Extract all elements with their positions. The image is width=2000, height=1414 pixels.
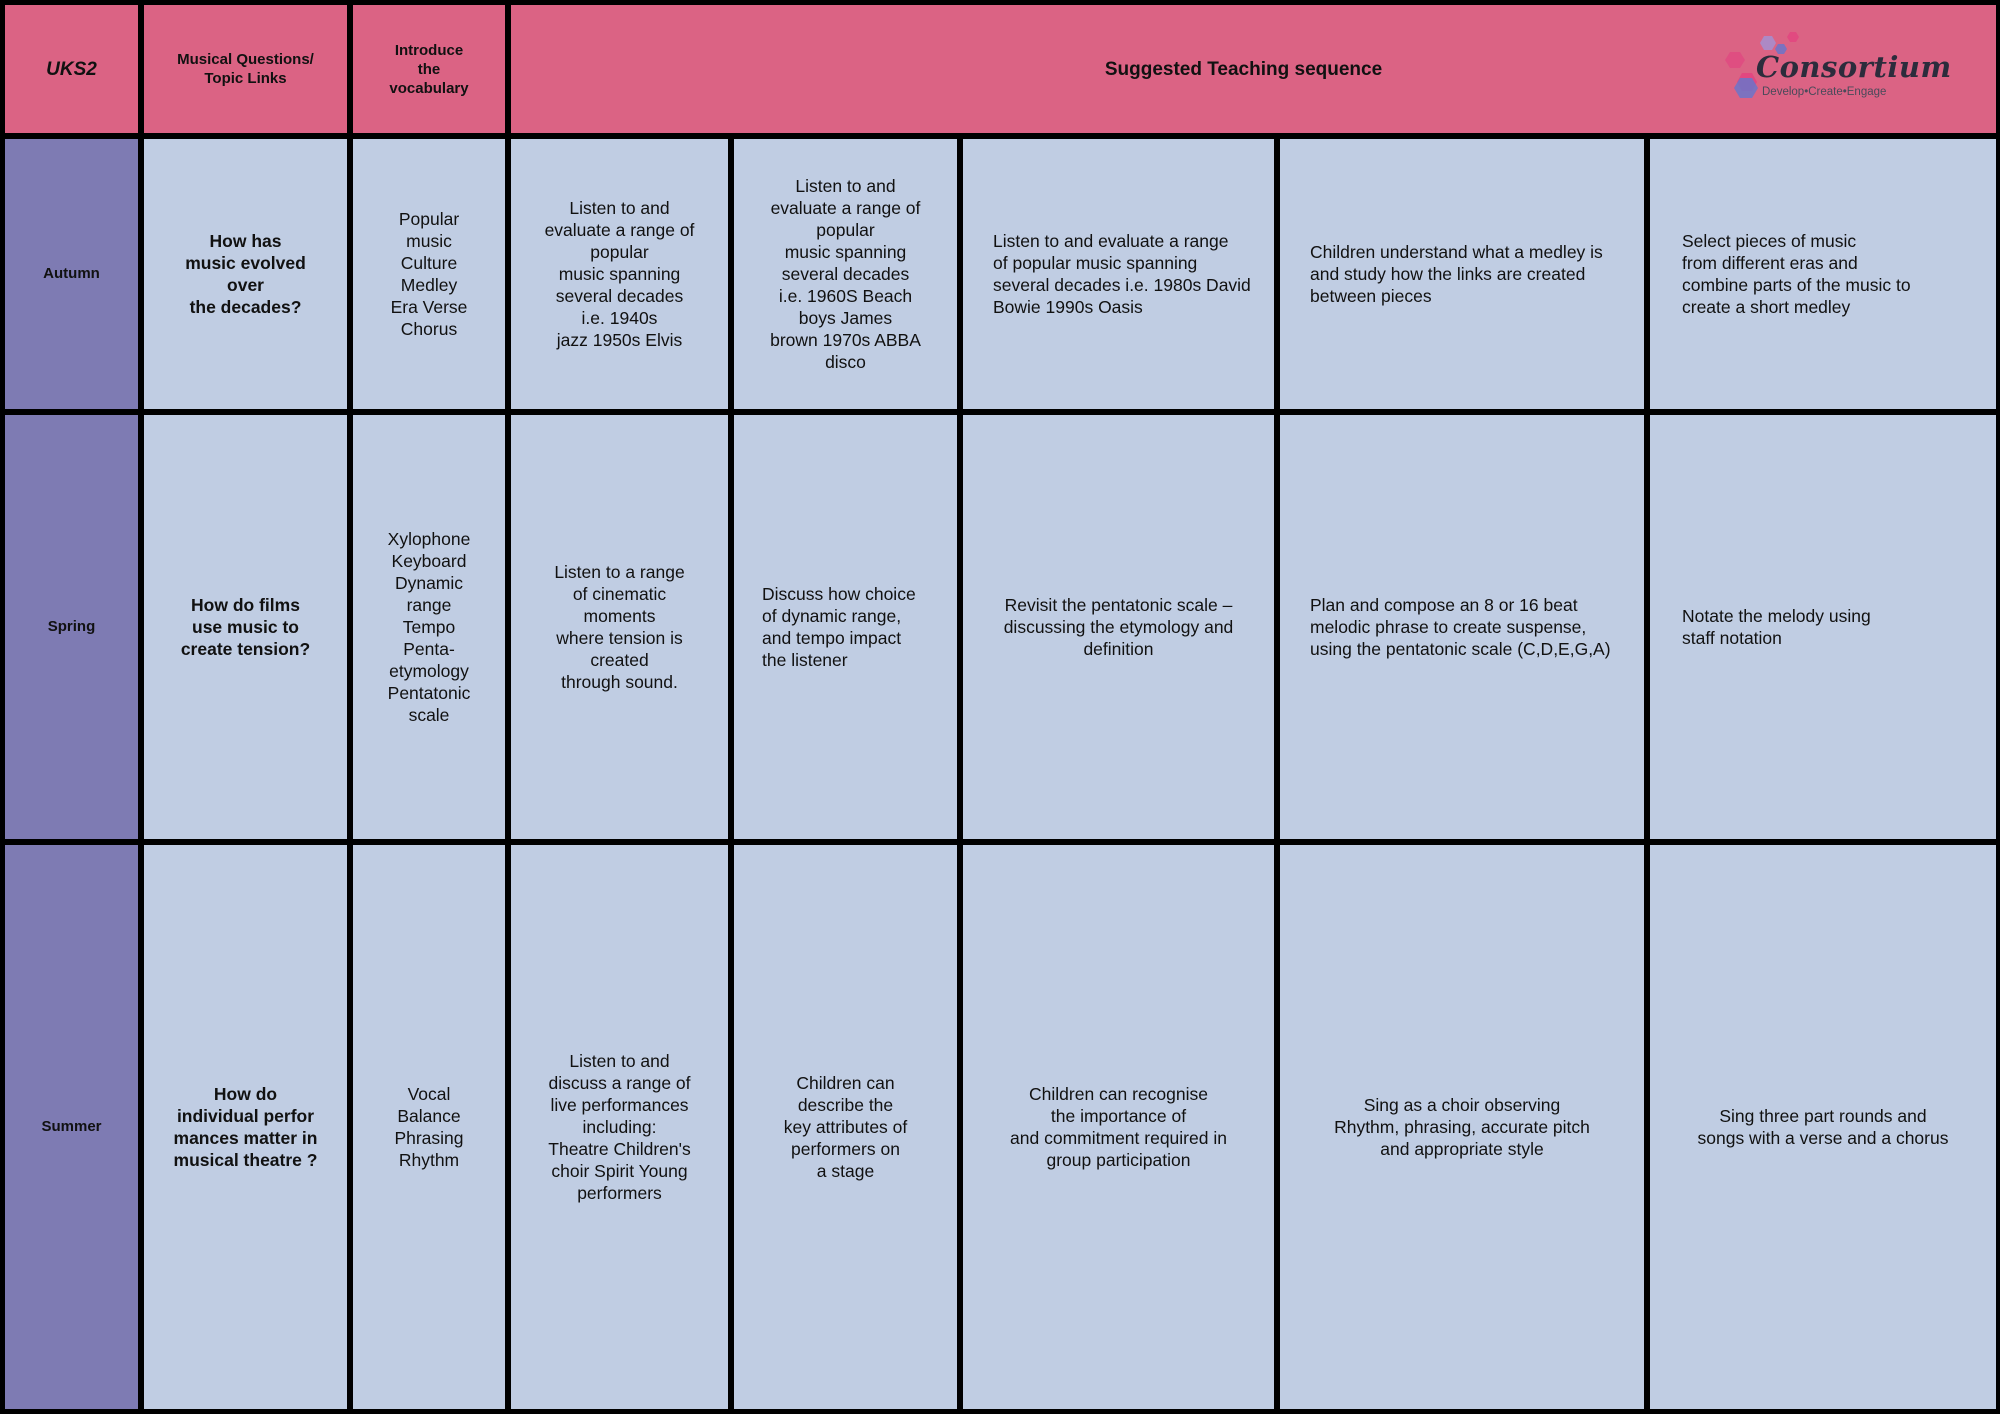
vocabulary-list: Vocal Balance Phrasing Rhythm [353,845,505,1409]
logo-wordmark: Consortium [1756,50,1952,84]
teaching-step: Listen to and evaluate a range of popular music spanning several decades i.e. 1980s David Bowie 1990s Oasis [963,139,1274,409]
logo-tagline: Develop•Create•Engage [1762,86,1887,98]
teaching-step: Children can describe the key attributes of performers on a stage [734,845,957,1409]
teaching-sequence-title: Suggested Teaching sequence [1104,58,1383,80]
term-label-summer: Summer [5,845,138,1409]
teaching-step: Discuss how choice of dynamic range, and tempo impact the listener [734,415,957,839]
topic-question: How has music evolved over the decades? [144,139,347,409]
year-group-heading: UKS2 [5,5,138,133]
teaching-step: Select pieces of music from different eras and combine parts of the music to create a short medley [1650,139,1996,409]
teaching-step: Sing three part rounds and songs with a verse and a chorus [1650,845,1996,1409]
vocabulary-heading: Introduce the vocabulary [353,5,505,133]
teaching-step: Revisit the pentatonic scale – discussing the etymology and definition [963,415,1274,839]
teaching-step: Plan and compose an 8 or 16 beat melodic phrase to create suspense, using the pentatonic scale (C,D,E,G,A) [1280,415,1644,839]
teaching-step: Listen to and evaluate a range of popular music spanning several decades i.e. 1960S Beach boys James brown 1970s ABBA disco [734,139,957,409]
teaching-step: Listen to a range of cinematic moments where tension is created through sound. [511,415,728,839]
consortium-logo [1720,28,1952,108]
questions-heading: Musical Questions/ Topic Links [144,5,347,133]
vocabulary-list: Popular music Culture Medley Era Verse Chorus [353,139,505,409]
vocabulary-list: Xylophone Keyboard Dynamic range Tempo Penta- etymology Pentatonic scale [353,415,505,839]
term-label-autumn: Autumn [5,139,138,409]
teaching-step: Children understand what a medley is and study how the links are created between pieces [1280,139,1644,409]
teaching-step: Listen to and evaluate a range of popular music spanning several decades i.e. 1940s jazz 1950s Elvis [511,139,728,409]
topic-question: How do films use music to create tension? [144,415,347,839]
term-label-spring: Spring [5,415,138,839]
teaching-step: Children can recognise the importance of and commitment required in group participation [963,845,1274,1409]
teaching-step: Sing as a choir observing Rhythm, phrasing, accurate pitch and appropriate style [1280,845,1644,1409]
topic-question: How do individual perfor mances matter in musical theatre ? [144,845,347,1409]
teaching-step: Listen to and discuss a range of live performances including: Theatre Children's choir Spirit Young performers [511,845,728,1409]
teaching-step: Notate the melody using staff notation [1650,415,1996,839]
